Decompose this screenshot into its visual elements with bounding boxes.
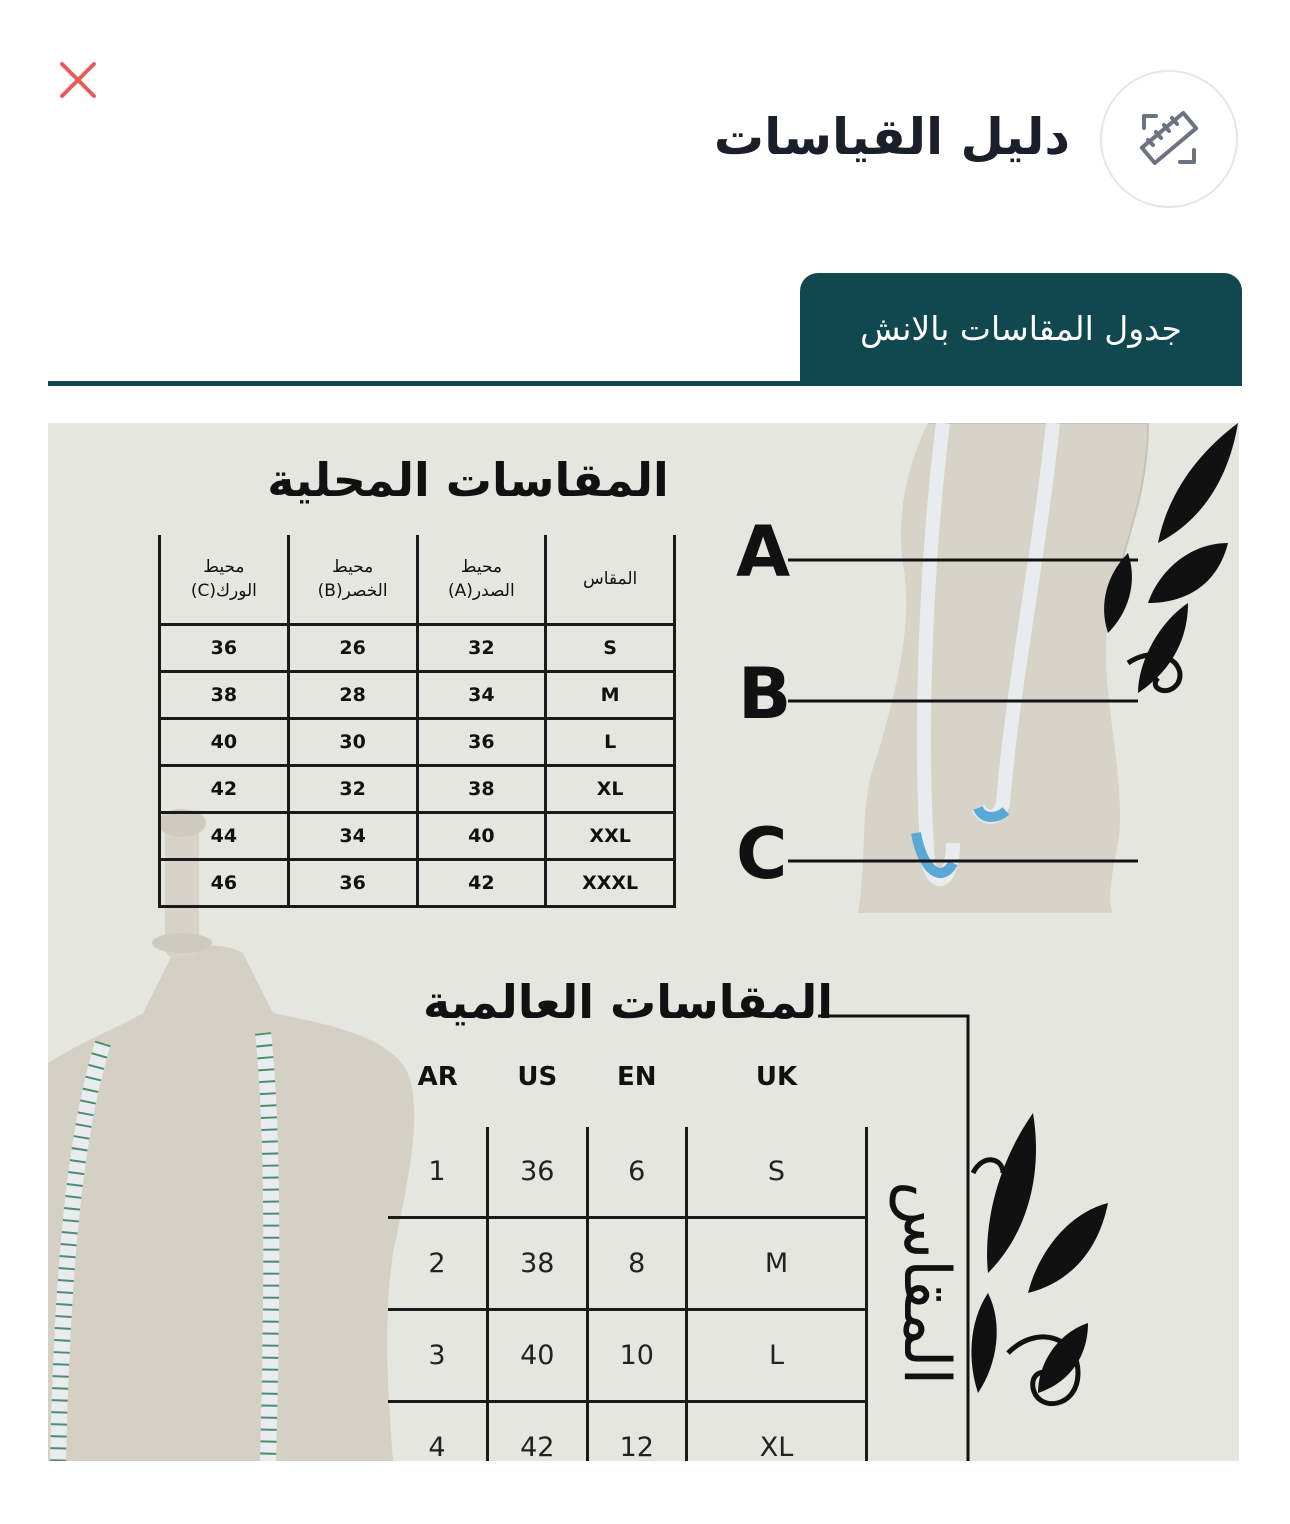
table-row <box>160 719 675 766</box>
icon-badge <box>1100 70 1238 208</box>
table-row <box>160 860 675 907</box>
table-row <box>160 625 675 672</box>
cell-us: 38 <box>488 1218 588 1310</box>
cell-uk: L <box>687 1310 867 1402</box>
header-waist: محيط الخصر(B) <box>288 535 417 625</box>
cell-hip: 44 <box>160 813 289 860</box>
cell-en: 12 <box>587 1402 687 1462</box>
cell-size: XXL <box>546 813 675 860</box>
marker-c: C <box>736 813 788 895</box>
table-row <box>388 1218 867 1310</box>
table-row <box>160 672 675 719</box>
header-chest: محيط الصدر(A) <box>417 535 546 625</box>
table-row <box>388 1127 867 1218</box>
cell-waist: 26 <box>288 625 417 672</box>
cell-us: 36 <box>488 1127 588 1218</box>
cell-ar: 4 <box>388 1402 488 1462</box>
header-ar: AR <box>417 1062 458 1092</box>
header-size: المقاس <box>546 535 675 625</box>
table-header-row <box>160 535 675 625</box>
cell-ar: 2 <box>388 1218 488 1310</box>
cell-uk: XL <box>687 1402 867 1462</box>
cell-waist: 32 <box>288 766 417 813</box>
cell-hip: 38 <box>160 672 289 719</box>
cell-uk: M <box>687 1218 867 1310</box>
cell-chest: 38 <box>417 766 546 813</box>
cell-size: XL <box>546 766 675 813</box>
cell-chest: 36 <box>417 719 546 766</box>
cell-us: 40 <box>488 1310 588 1402</box>
cell-uk: S <box>687 1127 867 1218</box>
size-chart-image <box>48 423 1239 1461</box>
cell-size: M <box>546 672 675 719</box>
cell-ar: 1 <box>388 1127 488 1218</box>
cell-hip: 42 <box>160 766 289 813</box>
table-row <box>388 1310 867 1402</box>
cell-chest: 42 <box>417 860 546 907</box>
table-row <box>388 1402 867 1462</box>
cell-hip: 36 <box>160 625 289 672</box>
cell-size: L <box>546 719 675 766</box>
header-us: US <box>517 1062 558 1092</box>
cell-ar: 3 <box>388 1310 488 1402</box>
international-sizes-heading: المقاسات العالمية <box>422 975 834 1029</box>
table-row <box>160 766 675 813</box>
cell-hip: 40 <box>160 719 289 766</box>
header-uk: UK <box>755 1062 798 1092</box>
cell-chest: 32 <box>417 625 546 672</box>
cell-size: XXXL <box>546 860 675 907</box>
table-row <box>160 813 675 860</box>
tab-inch-size-chart[interactable]: جدول المقاسات بالانش <box>800 273 1242 383</box>
cell-waist: 36 <box>288 860 417 907</box>
close-button[interactable] <box>56 58 100 102</box>
marker-b: B <box>738 653 792 735</box>
header-hip: محيط الورك(C) <box>160 535 289 625</box>
cell-size: S <box>546 625 675 672</box>
cell-en: 6 <box>587 1127 687 1218</box>
size-side-label: المقاس <box>889 1180 963 1386</box>
cell-en: 10 <box>587 1310 687 1402</box>
table-header-row <box>388 1033 867 1127</box>
cell-en: 8 <box>587 1218 687 1310</box>
cell-chest: 34 <box>417 672 546 719</box>
cell-waist: 30 <box>288 719 417 766</box>
international-size-table <box>388 1033 868 1461</box>
page-title: دليل القياسات <box>713 108 1070 166</box>
cell-hip: 46 <box>160 860 289 907</box>
cell-waist: 34 <box>288 813 417 860</box>
header-en: EN <box>616 1062 657 1092</box>
local-sizes-heading: المقاسات المحلية <box>267 453 669 507</box>
cell-waist: 28 <box>288 672 417 719</box>
cell-us: 42 <box>488 1402 588 1462</box>
cell-chest: 40 <box>417 813 546 860</box>
close-icon <box>56 58 100 102</box>
tab-underline <box>48 381 1242 386</box>
marker-a: A <box>736 511 791 593</box>
local-size-table <box>158 535 676 908</box>
ruler-pencil-icon <box>1134 104 1204 174</box>
